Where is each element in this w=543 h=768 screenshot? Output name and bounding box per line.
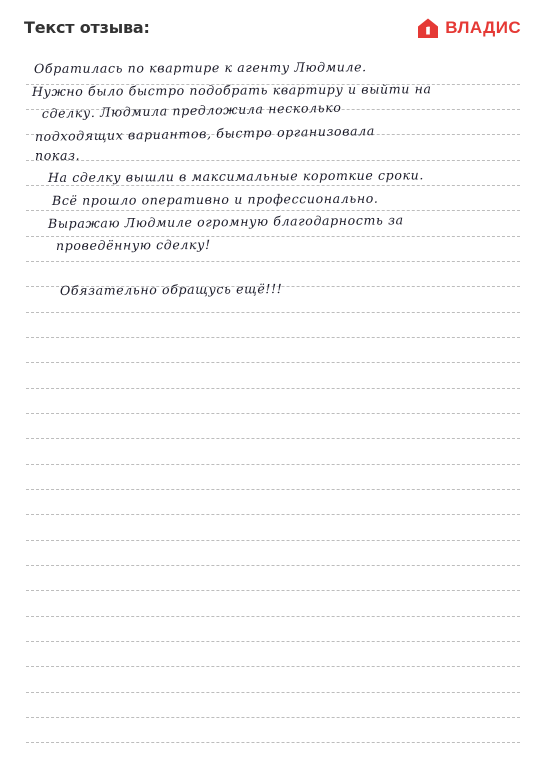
ruled-line <box>26 210 520 211</box>
ruled-line <box>26 185 520 186</box>
page-title: Текст отзыва: <box>24 18 150 37</box>
review-line: Обратилась по квартире к агенту Людмиле. <box>33 59 367 76</box>
ruled-line <box>26 692 520 693</box>
ruled-line <box>26 312 520 313</box>
ruled-line <box>26 540 520 541</box>
ruled-line <box>26 464 520 465</box>
ruled-line <box>26 742 520 743</box>
review-sheet <box>0 56 543 768</box>
review-line: подходящих вариантов, быстро организовала <box>34 123 376 144</box>
ruled-line <box>26 489 520 490</box>
house-logo-icon <box>417 17 439 39</box>
ruled-line <box>26 160 520 161</box>
ruled-line <box>26 616 520 617</box>
review-line: На сделку вышли в максимальные короткие сроки. <box>47 167 424 185</box>
brand-logo-text: ВЛАДИС <box>445 18 521 37</box>
ruled-line <box>26 362 520 363</box>
ruled-line <box>26 337 520 338</box>
ruled-line <box>26 565 520 566</box>
ruled-line <box>26 388 520 389</box>
ruled-line <box>26 666 520 667</box>
ruled-line <box>26 641 520 642</box>
ruled-line <box>26 261 520 262</box>
review-line: Нужно было быстро подобрать квартиру и выйти на <box>31 81 432 99</box>
ruled-line <box>26 514 520 515</box>
page-header <box>0 0 543 56</box>
review-line: Обязательно обращусь ещё!!! <box>59 281 283 298</box>
ruled-line <box>26 438 520 439</box>
review-line: сделку. Людмила предложила несколько <box>41 99 342 121</box>
review-line: проведённую сделку! <box>55 236 211 253</box>
brand-logo <box>417 17 521 39</box>
review-line: Всё прошло оперативно и профессионально. <box>51 190 379 208</box>
review-line: показ. <box>35 148 81 163</box>
ruled-line <box>26 590 520 591</box>
review-line: Выражаю Людмиле огромную благодарность за <box>47 212 404 231</box>
ruled-line <box>26 717 520 718</box>
ruled-line <box>26 413 520 414</box>
